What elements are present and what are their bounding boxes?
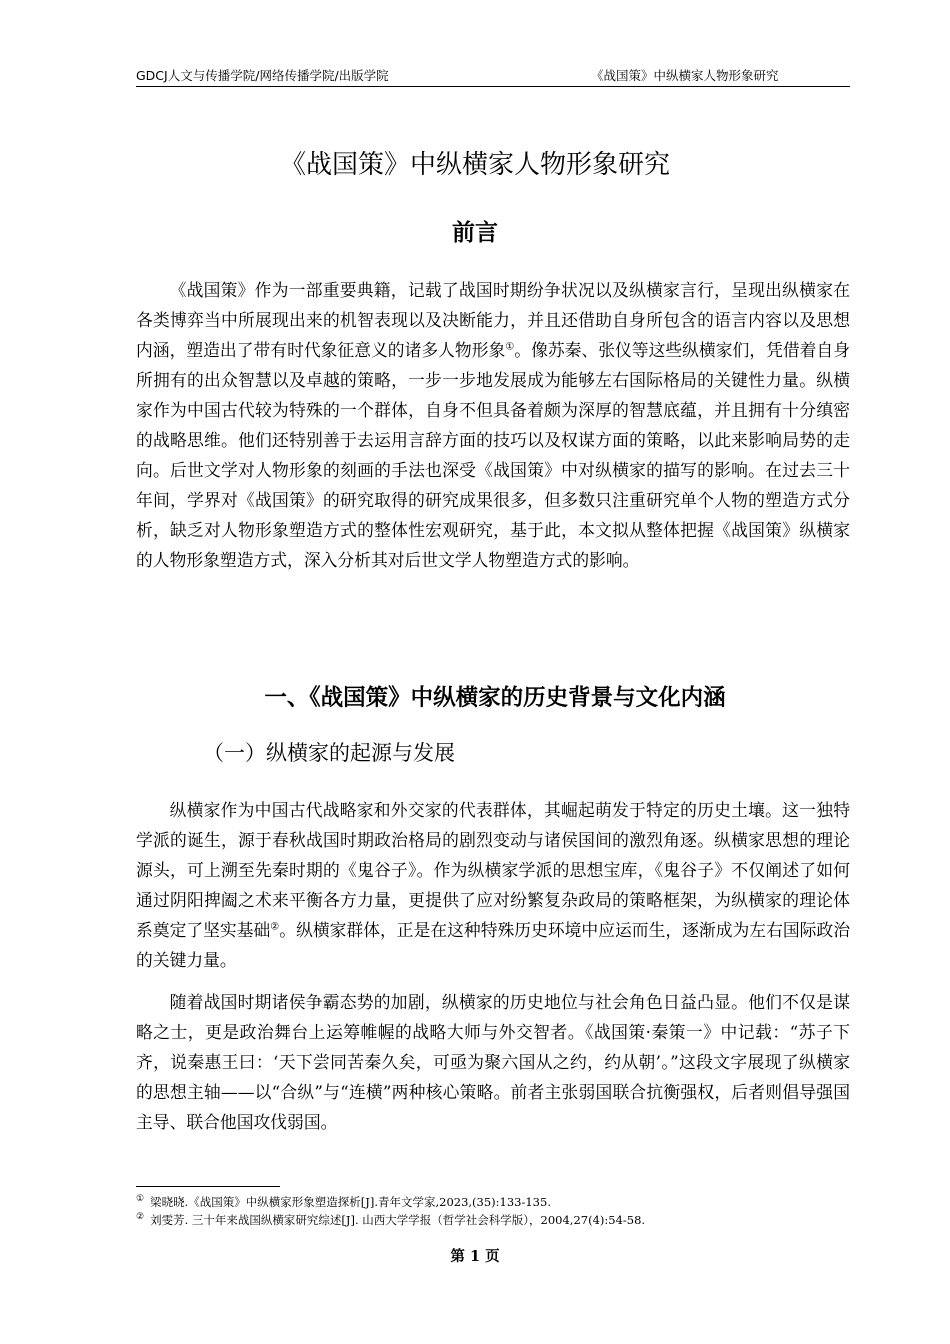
page-number: 第 1 页 — [450, 1248, 500, 1265]
paragraph-1-text-part2: 。纵横家群体，正是在这种特殊历史环境中应运而生，逐渐成为左右国际政治的关键力量。 — [136, 920, 850, 970]
footnote-separator — [136, 1186, 280, 1187]
preface-text-part2: 。像苏秦、张仪等这些纵横家们，凭借着自身所拥有的出众智慧以及卓越的策略，一步一步地发展成为能够左右国际格局的关键性力量。纵横家作为中国古代较为特殊的一个群体，自身不但具备着颇为深厚的智慧底蕴，并且拥有十分缜密的战略思维。他们还特别善于去运用言辞方面的技巧以及权谋方面的策略，以此来影响局势的走向。后世文学对人物形象的刻画的手法也深受《战国策》中对纵横家的描写的影响。在过去三十年间，学界对《战国策》的研究取得的研究成果很多，但多数只注重研究单个人物的塑造方式分析，缺乏对人物形象塑造方式的整体性宏观研究，基于此，本文拟从整体把握《战国策》纵横家的人物形象塑造方式，深入分析其对后世文学人物塑造方式的影响。 — [136, 340, 850, 570]
document-title: 《战国策》中纵横家人物形象研究 — [279, 150, 670, 180]
preface-paragraph — [136, 275, 850, 575]
footnote-1 — [136, 1193, 850, 1211]
preface-heading: 前言 — [452, 220, 498, 246]
header-institution: GDCJ人文与传播学院/网络传播学院/出版学院 — [136, 68, 389, 83]
footnote-1-text: 梁晓晓.《战国策》中纵横家形象塑造探析[J].青年文学家,2023,(35):133-135. — [150, 1195, 551, 1209]
section-1-1-heading: （一）纵横家的起源与发展 — [203, 741, 455, 765]
section-1-1-paragraph-2: 随着战国时期诸侯争霸态势的加剧，纵横家的历史地位与社会角色日益凸显。他们不仅是谋略之士，更是政治舞台上运筹帷幄的战略大师与外交智者。《战国策·秦策一》中记载：“苏子下齐，说秦惠王曰：‘天下尝同苦秦久矣，可亟为聚六国从之约，约从朝’。”这段文字展现了纵横家的思想主轴——以“合纵”与“连横”两种核心策略。前者主张弱国联合抗衡强权，后者则倡导强国主导、联合他国攻伐弱国。 — [136, 992, 850, 1132]
preface-text-part1: 《战国策》作为一部重要典籍，记载了战国时期纷争状况以及纵横家言行，呈现出纵横家在各类博弈当中所展现出来的机智表现以及决断能力，并且还借助自身所包含的语言内容以及思想内涵，塑造出了带有时代象征意义的诸多人物形象 — [136, 280, 850, 360]
footnote-2 — [136, 1211, 850, 1229]
footnote-ref-1[interactable]: ① — [505, 341, 515, 353]
paragraph-1-text-part1: 纵横家作为中国古代战略家和外交家的代表群体，其崛起萌发于特定的历史土壤。这一独特学派的诞生，源于春秋战国时期政治格局的剧烈变动与诸侯国间的激烈角逐。纵横家思想的理论源头，可上溯至先秦时期的《鬼谷子》。作为纵横家学派的思想宝库，《鬼谷子》不仅阐述了如何通过阴阳捭阖之术来平衡各方力量，更提供了应对纷繁复杂政局的策略框架，为纵横家的理论体系奠定了坚实基础 — [136, 800, 850, 940]
section-1-heading: 一、《战国策》中纵横家的历史背景与文化内涵 — [264, 685, 726, 711]
footnote-2-text: 刘雯芳. 三十年来战国纵横家研究综述[J]. 山西大学学报（哲学社会科学版），2004,27(4):54-58. — [150, 1213, 646, 1227]
footnote-ref-2[interactable]: ② — [270, 921, 280, 933]
footnote-2-mark: ② — [136, 1212, 145, 1223]
running-header — [136, 68, 850, 87]
footnote-1-mark: ① — [136, 1194, 145, 1205]
header-paper-title: 《战国策》中纵横家人物形象研究 — [591, 68, 779, 83]
section-1-1-paragraph-1 — [136, 795, 850, 975]
footnotes — [136, 1193, 850, 1229]
